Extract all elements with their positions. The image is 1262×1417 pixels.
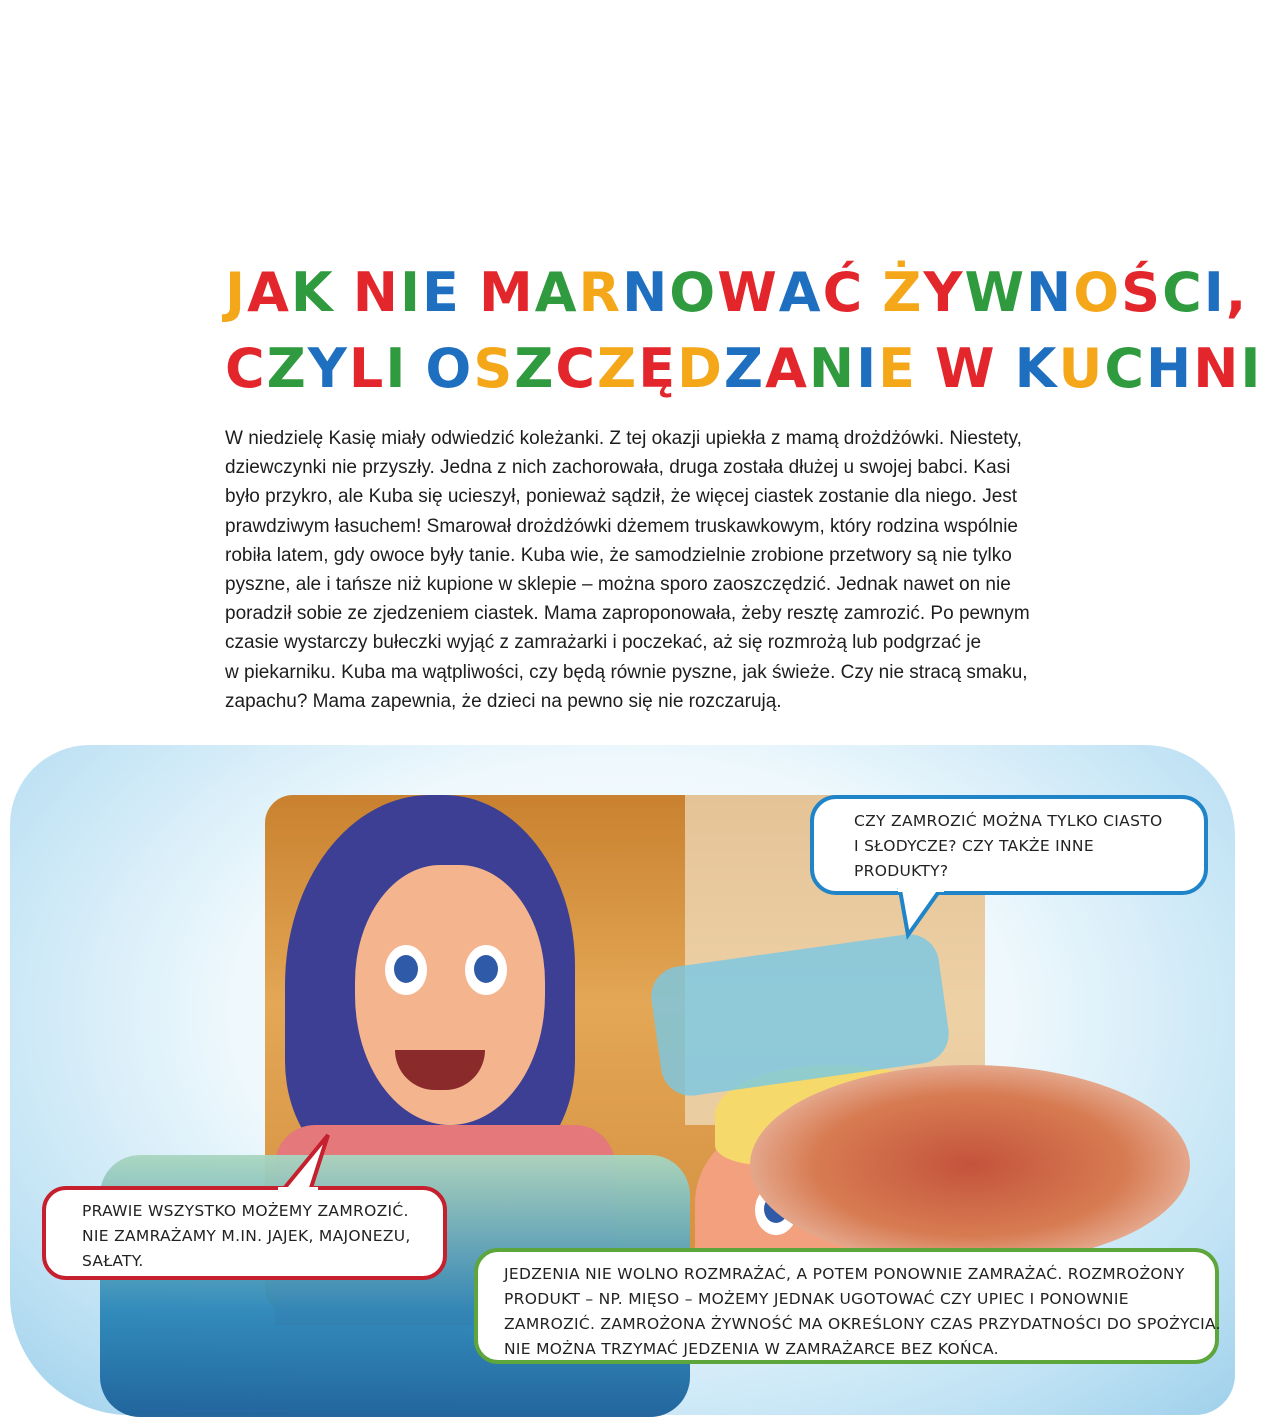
title-letter: I: [385, 337, 408, 400]
title-letter: Y: [923, 261, 965, 324]
title-letter: I: [399, 261, 423, 324]
info-bubble: [474, 1248, 1219, 1364]
title-letter: C: [1104, 337, 1146, 400]
title-letter: Z: [266, 337, 308, 400]
bubble-line: PRODUKTY?: [854, 862, 949, 880]
title-letter: O: [1073, 261, 1122, 324]
title-letter: I: [1240, 337, 1262, 400]
bubble-line: PRODUKT – NP. MIĘSO – MOŻEMY JEDNAK UGOTOWAĆ CZY UPIEC I PONOWNIE: [504, 1290, 1129, 1308]
title-letter: N: [1026, 261, 1074, 324]
title-letter: Z: [597, 337, 639, 400]
page-title: [225, 255, 1262, 407]
title-letter: W: [964, 261, 1027, 324]
story-line: pyszne, ale i tańsze niż kupione w sklepie – można sporo zaoszczędzić. Jednak nawet on nie: [225, 574, 1011, 596]
story-line: czasie wystarczy bułeczki wyjąć z zamrażarki i poczekać, aż się rozmrożą lub podgrzać je: [225, 632, 982, 654]
title-letter: K: [1014, 337, 1059, 400]
title-letter: A: [765, 337, 809, 400]
story-text: [225, 424, 1105, 716]
title-letter: U: [1058, 337, 1105, 400]
title-letter: O: [669, 261, 718, 324]
title-letter: [335, 255, 353, 331]
title-line-2: [225, 331, 1262, 407]
title-letter: L: [348, 337, 386, 400]
title-letter: C: [555, 337, 598, 400]
bubble-line: CZY ZAMROZIĆ MOŻNA TYLKO CIASTO: [854, 812, 1163, 830]
title-letter: H: [1145, 337, 1194, 400]
title-letter: A: [534, 261, 579, 324]
girl-eye-icon: [385, 945, 427, 995]
title-letter: E: [878, 337, 918, 400]
title-letter: N: [1193, 337, 1241, 400]
title-letter: [917, 331, 935, 407]
title-letter: S: [473, 337, 515, 400]
title-letter: Ś: [1121, 261, 1163, 324]
title-letter: I: [856, 337, 879, 400]
story-line: poradził sobie ze zjedzeniem ciastek. Mama zaproponowała, żeby resztę zamrozić. Po pewnym: [225, 603, 1030, 625]
title-letter: Ż: [882, 261, 924, 324]
title-letter: O: [425, 337, 474, 400]
title-letter: D: [677, 337, 724, 400]
story-line: było przykro, ale Kuba się ucieszył, ponieważ sądził, że więcej ciastek zostanie dla niego. Jest: [225, 486, 1018, 508]
bubble-line: I SŁODYCZE? CZY TAKŻE INNE: [854, 837, 1094, 855]
title-letter: A: [778, 261, 823, 324]
story-line: dziewczynki nie przyszły. Jedna z nich zachorowała, druga została dłużej u swojej babci. Kasi: [225, 457, 1011, 479]
bubble-line: PRAWIE WSZYSTKO MOŻEMY ZAMROZIĆ.: [82, 1202, 409, 1220]
title-letter: Y: [307, 337, 349, 400]
title-letter: Ć: [822, 261, 865, 324]
bubble-line: JEDZENIA NIE WOLNO ROZMRAŻAĆ, A POTEM PONOWNIE ZAMRAŻAĆ. ROZMROŻONY: [504, 1265, 1185, 1283]
title-letter: E: [422, 261, 461, 324]
story-line: W niedzielę Kasię miały odwiedzić koleżanki. Z tej okazji upiekła z mamą drożdżówki. Niestety,: [225, 428, 1022, 449]
bubble-tail-icon: [270, 1135, 340, 1191]
title-letter: [407, 331, 425, 407]
title-letter: N: [352, 261, 400, 324]
title-letter: J: [225, 261, 248, 324]
title-letter: A: [247, 261, 291, 324]
bubble-line: SAŁATY.: [82, 1252, 144, 1270]
title-line-1: [225, 255, 1249, 331]
title-letter: W: [717, 261, 779, 324]
title-letter: C: [225, 337, 267, 400]
story-line: w piekarniku. Kuba ma wątpliwości, czy będą równie pyszne, jak świeże. Czy nie stracą smaku,: [225, 661, 1028, 683]
frozen-meat: [750, 1065, 1190, 1265]
title-letter: [864, 255, 882, 331]
speech-bubble-question: [810, 795, 1208, 895]
title-letter: Z: [723, 337, 766, 400]
title-letter: Z: [514, 337, 556, 400]
title-letter: M: [478, 261, 535, 324]
speech-bubble-answer: [42, 1186, 447, 1280]
story-line: zapachu? Mama zapewnia, że dzieci na pewno się nie rozczarują.: [225, 690, 782, 712]
title-letter: ,: [1225, 261, 1249, 324]
title-letter: W: [935, 337, 997, 400]
title-letter: [997, 331, 1015, 407]
bubble-line: ZAMROZIĆ. ZAMROŻONA ŻYWNOŚĆ MA OKREŚLONY CZAS PRZYDATNOŚCI DO SPOŻYCIA.: [504, 1315, 1221, 1333]
title-letter: N: [808, 337, 857, 400]
title-letter: C: [1162, 261, 1204, 324]
bubble-tail-icon: [890, 890, 960, 940]
title-letter: I: [1203, 261, 1226, 324]
story-line: prawdziwym łasuchem! Smarował drożdżówki dżemem truskawkowym, który rodzina wspólnie: [225, 515, 1018, 537]
title-letter: [461, 255, 479, 331]
bubble-line: NIE MOŻNA TRZYMAĆ JEDZENIA W ZAMRAŻARCE BEZ KOŃCA.: [504, 1340, 999, 1358]
title-letter: R: [578, 261, 623, 324]
title-letter: N: [622, 261, 670, 324]
girl-eye-icon: [465, 945, 507, 995]
bubble-line: NIE ZAMRAŻAMY M.IN. JAJEK, MAJONEZU,: [82, 1227, 411, 1245]
story-line: robiła latem, gdy owoce były tanie. Kuba wie, że samodzielnie zrobione przetwory są nie tylko: [225, 544, 1012, 566]
title-letter: K: [290, 261, 335, 324]
title-letter: Ę: [638, 337, 678, 400]
